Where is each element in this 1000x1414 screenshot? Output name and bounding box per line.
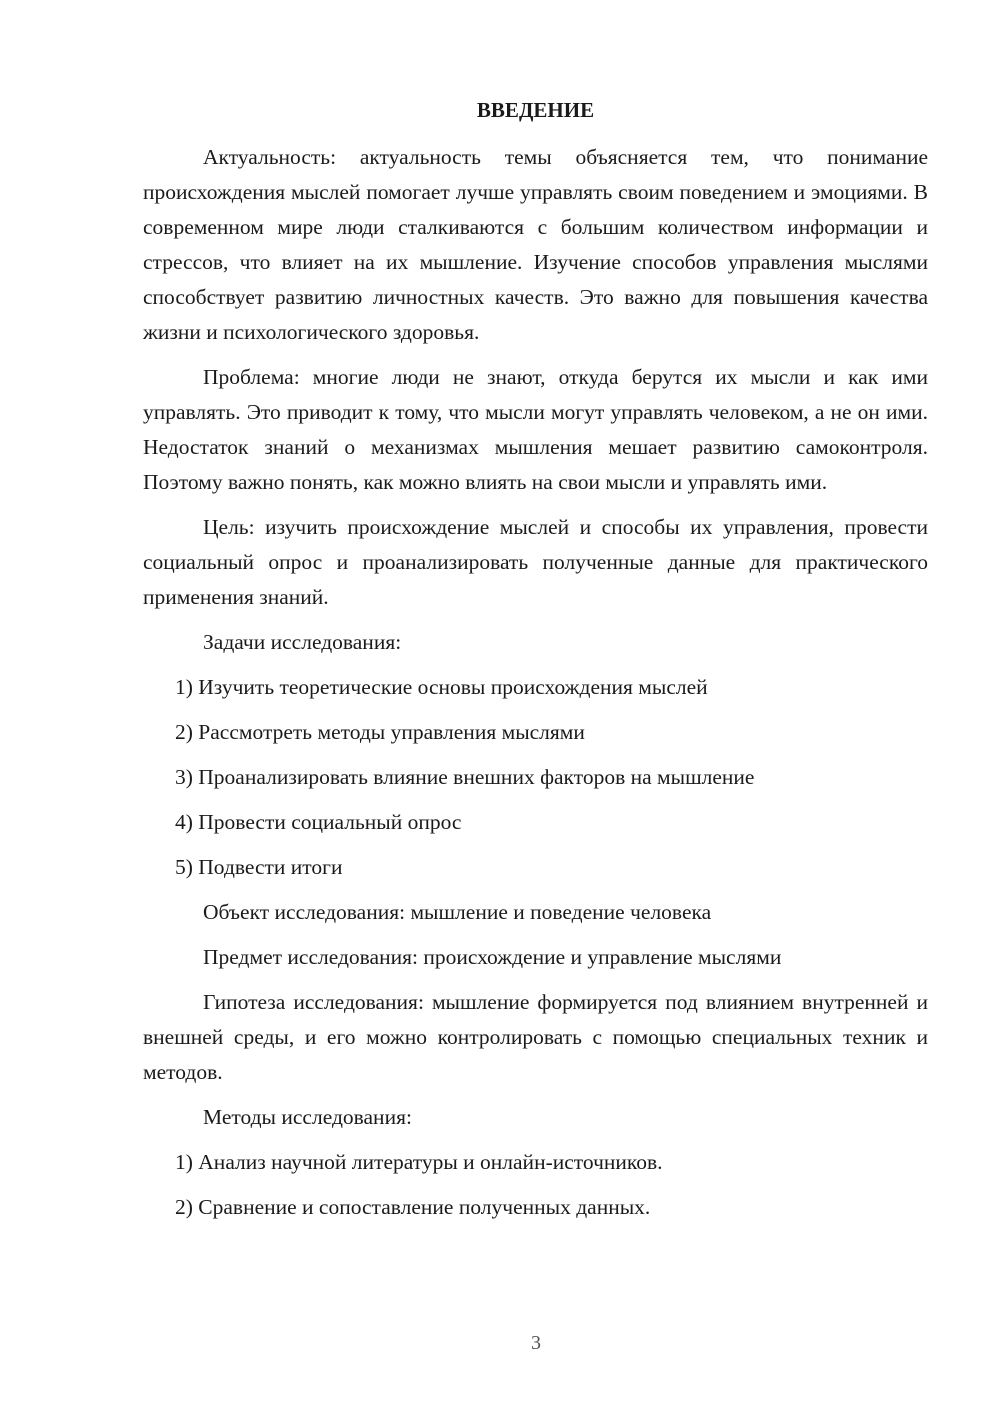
method-item: 1) Анализ научной литературы и онлайн-источников.	[175, 1150, 663, 1174]
problem-paragraph: Проблема: многие люди не знают, откуда берутся их мысли и как ими управлять. Это приводит к тому, что мысли могут управлять человеком, а не он ими. Недостаток знаний о механизмах мышления мешает развитию самоконтроля. Поэтому важно понять, как можно влиять на свои мысли и управлять ими.	[143, 365, 928, 494]
methods-heading: Методы исследования:	[203, 1105, 412, 1129]
goal-paragraph: Цель: изучить происхождение мыслей и способы их управления, провести социальный опрос и проанализировать полученные данные для практического применения знаний.	[143, 515, 928, 609]
task-item: 4) Провести социальный опрос	[175, 810, 462, 834]
tasks-heading: Задачи исследования:	[203, 630, 402, 654]
task-item: 1) Изучить теоретические основы происхождения мыслей	[175, 675, 708, 699]
page-title: ВВЕДЕНИЕ	[476, 98, 595, 122]
task-item: 3) Проанализировать влияние внешних факторов на мышление	[175, 765, 755, 789]
method-item: 2) Сравнение и сопоставление полученных данных.	[175, 1195, 651, 1219]
task-item: 5) Подвести итоги	[175, 855, 343, 879]
hypothesis-paragraph: Гипотеза исследования: мышление формируется под влиянием внутренней и внешней среды, и его можно контролировать с помощью специальных техник и методов.	[143, 990, 928, 1084]
page-number: 3	[531, 1332, 541, 1354]
subject-line: Предмет исследования: происхождение и управление мыслями	[203, 945, 782, 969]
relevance-paragraph: Актуальность: актуальность темы объясняется тем, что понимание происхождения мыслей помогает лучше управлять своим поведением и эмоциями. В современном мире люди сталкиваются с большим количеством информации и стрессов, что влияет на их мышление. Изучение способов управления мыслями способствует развитию личностных качеств. Это важно для повышения качества жизни и психологического здоровья.	[143, 145, 928, 344]
document-page	[143, 94, 928, 1235]
object-line: Объект исследования: мышление и поведение человека	[203, 900, 712, 924]
task-item: 2) Рассмотреть методы управления мыслями	[175, 720, 585, 744]
